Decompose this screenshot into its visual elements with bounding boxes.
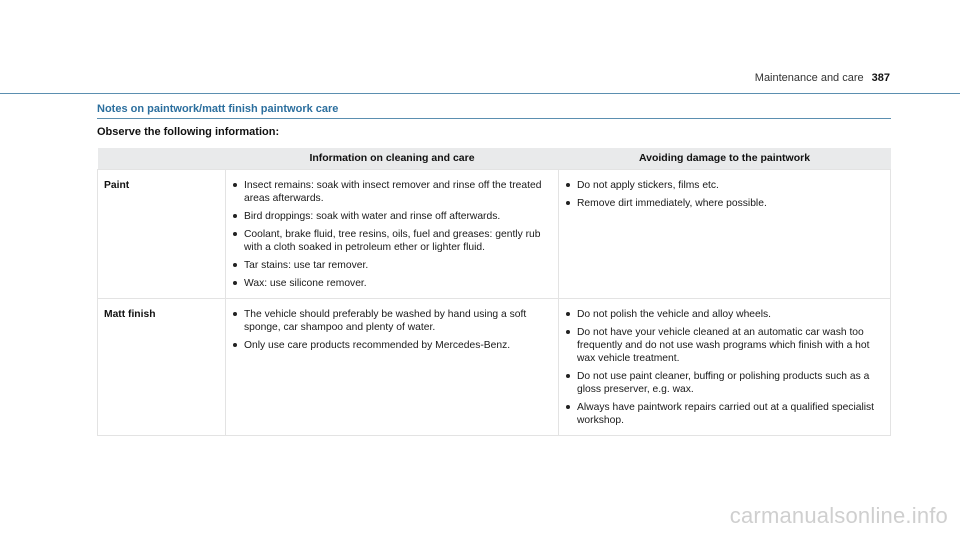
info-list <box>232 179 552 290</box>
list-item: Always have paintwork repairs carried out at a qualified specialist workshop. <box>565 401 884 427</box>
list-item: Do not polish the vehicle and alloy wheels. <box>565 308 884 321</box>
list-item: The vehicle should preferably be washed by hand using a soft sponge, car shampoo and plenty of water. <box>232 308 552 334</box>
list-item: Coolant, brake fluid, tree resins, oils, fuel and greases: gently rub with a cloth soaked in petroleum ether or lighter fluid. <box>232 228 552 254</box>
running-header <box>755 72 890 84</box>
row-label: Matt finish <box>98 299 226 436</box>
section-title: Notes on paintwork/matt finish paintwork care <box>97 103 339 115</box>
list-item: Do not use paint cleaner, buffing or polishing products such as a gloss preserver, e.g. wax. <box>565 370 884 396</box>
list-item: Tar stains: use tar remover. <box>232 259 552 272</box>
intro-text: Observe the following information: <box>97 126 280 138</box>
info-cell <box>226 299 559 436</box>
section-divider <box>97 118 891 119</box>
info-cell <box>226 170 559 299</box>
list-item: Wax: use silicone remover. <box>232 277 552 290</box>
table-header-row <box>98 148 891 170</box>
care-table <box>97 148 891 436</box>
avoid-list <box>565 308 884 427</box>
header-rule <box>0 93 960 94</box>
list-item: Only use care products recommended by Mercedes-Benz. <box>232 339 552 352</box>
avoid-list <box>565 179 884 210</box>
list-item: Do not have your vehicle cleaned at an automatic car wash too frequently and do not use wash programs which finish with a hot wax vehicle treatment. <box>565 326 884 365</box>
list-item: Insect remains: soak with insect remover and rinse off the treated areas afterwards. <box>232 179 552 205</box>
info-list <box>232 308 552 352</box>
avoid-cell <box>559 170 891 299</box>
list-item: Bird droppings: soak with water and rinse off afterwards. <box>232 210 552 223</box>
column-header-empty <box>98 148 226 170</box>
row-label: Paint <box>98 170 226 299</box>
watermark: carmanualsonline.info <box>729 503 948 528</box>
list-item: Remove dirt immediately, where possible. <box>565 197 884 210</box>
column-header-avoid: Avoiding damage to the paintwork <box>559 148 891 170</box>
column-header-info: Information on cleaning and care <box>226 148 559 170</box>
table-row-paint <box>98 170 891 299</box>
page-number: 387 <box>871 72 890 84</box>
table-row-matt-finish <box>98 299 891 436</box>
section-name: Maintenance and care <box>754 72 864 84</box>
list-item: Do not apply stickers, films etc. <box>565 179 884 192</box>
avoid-cell <box>559 299 891 436</box>
